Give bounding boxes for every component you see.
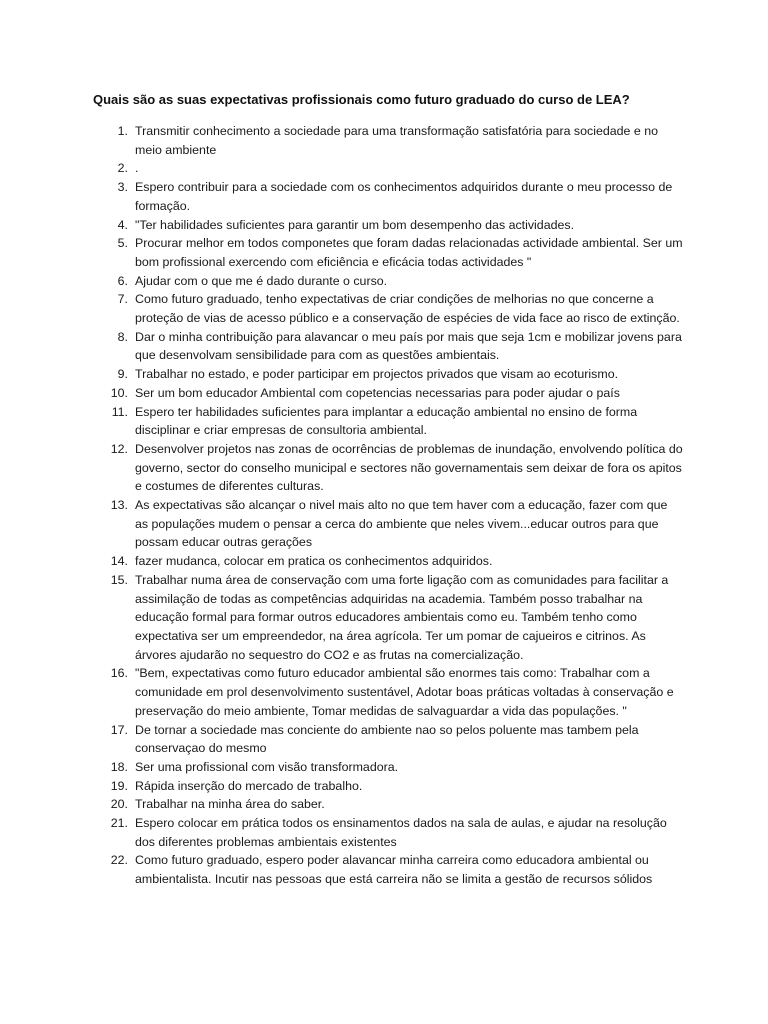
- answer-text: Espero ter habilidades suficientes para implantar a educação ambiental no ensino de forma disciplinar e criar empresas de consultoria ambiental.: [135, 404, 638, 438]
- answer-number: 4.: [117, 217, 128, 232]
- answer-number: 21.: [110, 816, 128, 831]
- answer-item: [93, 403, 683, 440]
- answer-number: 20.: [110, 797, 128, 812]
- answer-text: Procurar melhor em todos componetes que foram dadas relacionadas actividade ambiental. Ser um bom profissional exercendo com eficiência e eficácia todas actividades ": [135, 236, 683, 269]
- answer-text: Rápida inserção do mercado de trabalho.: [135, 778, 363, 793]
- answer-item: [93, 721, 683, 758]
- answer-text: Trabalhar na minha área do saber.: [135, 797, 325, 812]
- answer-number: 22.: [110, 853, 128, 868]
- answer-text: Desenvolver projetos nas zonas de ocorrências de problemas de inundação, envolvendo política do governo, sector do conselho municipal e sectores não governamentais sem deixar de fora os apitos e costumes de diferentes culturas.: [135, 441, 683, 494]
- answer-number: 13.: [110, 498, 128, 513]
- answer-text: Dar o minha contribuição para alavancar o meu país por mais que seja 1cm e mobilizar jovens para que desenvolvam sensibilidade para com as questões ambientais.: [135, 329, 682, 363]
- answer-item: [93, 122, 683, 159]
- answer-text: Transmitir conhecimento a sociedade para uma transformação satisfatória para sociedade e no meio ambiente: [135, 124, 658, 157]
- answer-item: [93, 328, 683, 365]
- answer-number: 11.: [111, 404, 128, 419]
- answer-number: 6.: [117, 273, 128, 288]
- answer-item: [93, 777, 683, 796]
- answer-item: [93, 365, 683, 384]
- answer-text: Espero contribuir para a sociedade com os conhecimentos adquiridos durante o meu processo de formação.: [135, 180, 673, 213]
- answer-text: Como futuro graduado, espero poder alavancar minha carreira como educadora ambiental ou ambientalista. Incutir nas pessoas que está carreira não se limita a gestão de recursos sólidos: [135, 853, 653, 887]
- answer-number: 8.: [117, 329, 128, 344]
- answer-number: 1.: [117, 124, 128, 138]
- answer-number: 5.: [117, 236, 128, 251]
- answer-text: Ajudar com o que me é dado durante o curso.: [135, 273, 388, 288]
- answer-item: [93, 178, 683, 215]
- answer-number: 18.: [110, 759, 128, 774]
- answer-text: Ser uma profissional com visão transformadora.: [135, 759, 399, 774]
- survey-question: Quais são as suas expectativas profissionais como futuro graduado do curso de LEA?: [93, 92, 630, 107]
- answer-list: [93, 122, 683, 889]
- answer-item: [93, 758, 683, 777]
- answer-text: "Bem, expectativas como futuro educador ambiental são enormes tais como: Trabalhar com a comunidade em prol desenvolvimento sustentável, Adotar boas práticas voltadas à conservação e preservação do meio ambiente, Tomar medidas de salvaguardar a vida das populações. ": [135, 666, 674, 718]
- answer-item: [93, 571, 683, 665]
- answer-number: 2.: [117, 161, 128, 176]
- answer-item: [93, 552, 683, 571]
- answer-text: Ser um bom educador Ambiental com copetencias necessarias para poder ajudar o país: [135, 385, 620, 400]
- answer-item: [93, 664, 683, 720]
- answer-item: [93, 272, 683, 291]
- answer-number: 9.: [117, 367, 128, 382]
- answer-number: 17.: [110, 722, 128, 737]
- answer-text: fazer mudanca, colocar em pratica os conhecimentos adquiridos.: [135, 554, 493, 569]
- answer-text: Trabalhar no estado, e poder participar em projectos privados que visam ao ecoturismo.: [135, 367, 619, 382]
- answer-number: 12.: [110, 441, 128, 456]
- answer-text: .: [135, 161, 139, 176]
- answer-item: [93, 234, 683, 271]
- answer-number: 19.: [110, 778, 128, 793]
- answer-number: 3.: [117, 180, 128, 195]
- answer-number: 7.: [117, 292, 128, 307]
- answer-item: [93, 290, 683, 327]
- answer-text: Como futuro graduado, tenho expectativas de criar condições de melhorias no que concerne a proteção de vias de acesso público e a conservação de espécies de vida face ao risco de extinção.: [135, 292, 680, 326]
- answer-item: [93, 851, 683, 888]
- answer-text: "Ter habilidades suficientes para garantir um bom desempenho das actividades.: [135, 217, 575, 232]
- answer-item: [93, 159, 683, 178]
- answer-text: Espero colocar em prática todos os ensinamentos dados na sala de aulas, e ajudar na resolução dos diferentes problemas ambientais existentes: [135, 816, 667, 849]
- answer-item: [93, 384, 683, 403]
- answer-text: De tornar a sociedade mas conciente do ambiente nao so pelos poluente mas tambem pela conservaçao do mesmo: [135, 722, 639, 756]
- answer-text: As expectativas são alcançar o nivel mais alto no que tem haver com a educação, fazer com que as populações mudem o pensar a cerca do ambiente que neles vivem...educar outros para que possam educar outras gerações: [135, 498, 668, 550]
- answer-item: [93, 216, 683, 235]
- answer-item: [93, 440, 683, 496]
- answer-item: [93, 814, 683, 851]
- answer-number: 15.: [110, 572, 128, 587]
- answer-item: [93, 496, 683, 552]
- document-content: [93, 90, 683, 889]
- answer-number: 14.: [110, 554, 128, 569]
- answer-item: [93, 795, 683, 814]
- answer-text: Trabalhar numa área de conservação com uma forte ligação com as comunidades para facilitar a assimilação de todas as competências adquiridas na academia. Também posso trabalhar na educação formal para formar outros educadores ambientais como eu. Também tenho como expectativa ser um empreendedor, na área agrícola. Ter um pomar de cajueiros e citrinos. As árvores ajudarão no sequestro do CO2 e as frutas na comercialização.: [135, 572, 669, 662]
- answer-number: 16.: [110, 666, 128, 681]
- answer-number: 10.: [110, 385, 128, 400]
